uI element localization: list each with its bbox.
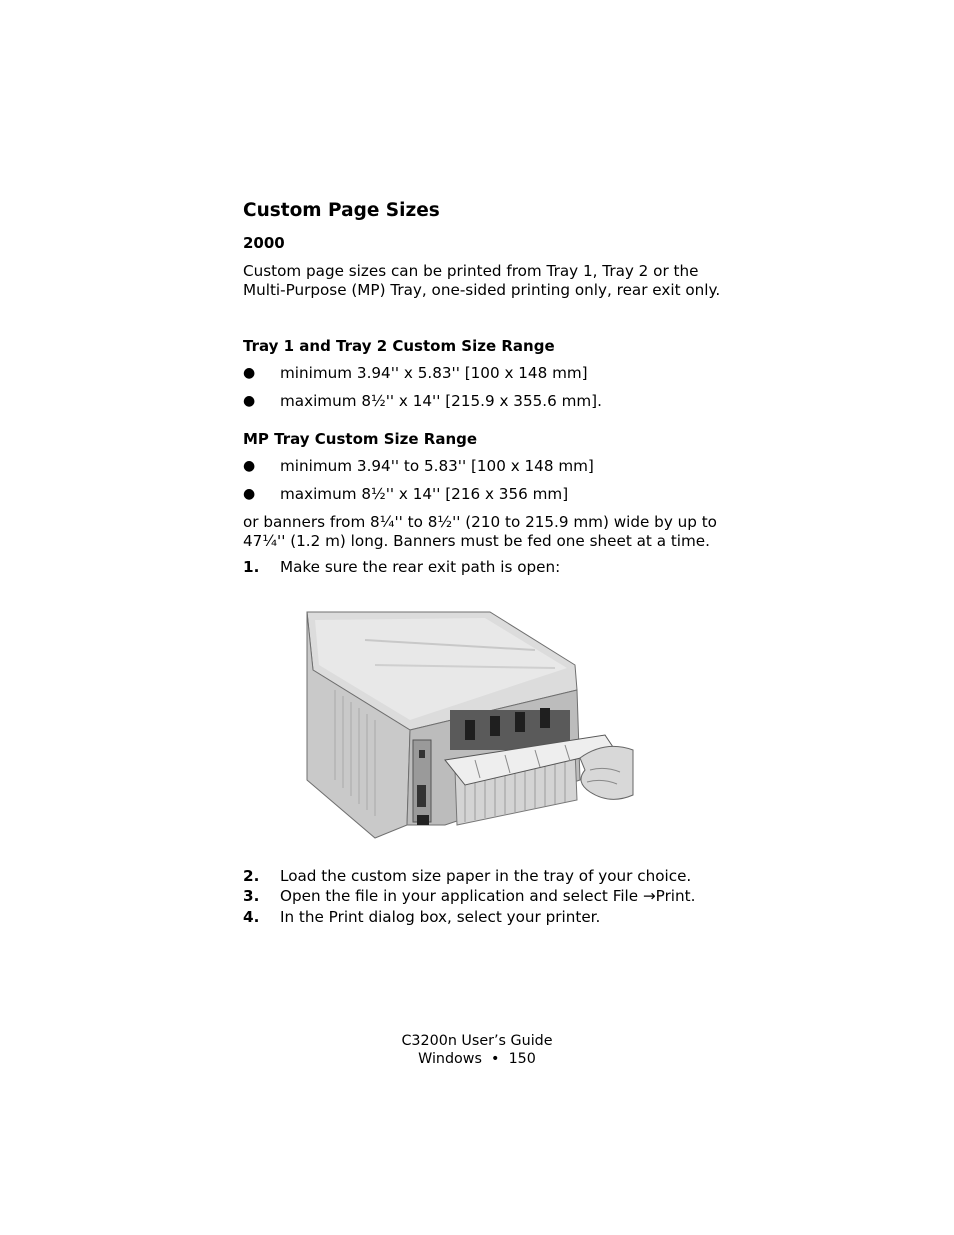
step-number: 3. (243, 887, 260, 905)
step-number: 4. (243, 908, 260, 926)
footer-page-number: 150 (508, 1051, 536, 1067)
footer-separator: • (491, 1051, 500, 1067)
step-number: 2. (243, 867, 260, 885)
list-item-text: minimum 3.94'' to 5.83'' [100 x 148 mm] (280, 457, 594, 475)
footer-guide-title: C3200n User’s Guide (401, 1033, 553, 1049)
printer-rear-exit-photo (305, 610, 635, 850)
list-item-text: minimum 3.94'' x 5.83'' [100 x 148 mm] (280, 364, 588, 382)
step-text: Load the custom size paper in the tray of your choice. (280, 867, 692, 885)
bullet-icon: ● (243, 486, 256, 502)
footer-section: Windows (418, 1051, 482, 1067)
bullet-icon: ● (243, 393, 256, 409)
bullet-icon: ● (243, 365, 256, 381)
section-title: Custom Page Sizes (243, 200, 440, 221)
intro-paragraph: Custom page sizes can be printed from Tray 1, Tray 2 or the Multi-Purpose (MP) Tray, one-sided printing only, rear exit only. (243, 262, 721, 299)
subsection-title: 2000 (243, 234, 285, 252)
step-text: Open the file in your application and select File →Print. (280, 887, 696, 905)
mp-range-heading: MP Tray Custom Size Range (243, 430, 478, 448)
bullet-icon: ● (243, 458, 256, 474)
step-text: In the Print dialog box, select your printer. (280, 908, 601, 926)
list-item-text: maximum 8½'' x 14'' [215.9 x 355.6 mm]. (280, 392, 602, 410)
tray-range-heading: Tray 1 and Tray 2 Custom Size Range (243, 337, 555, 355)
banner-paragraph: or banners from 8¼'' to 8½'' (210 to 215.9 mm) wide by up to 47¼'' (1.2 m) long. Banners must be fed one sheet at a time. (243, 513, 717, 550)
list-item-text: maximum 8½'' x 14'' [216 x 356 mm] (280, 485, 569, 503)
step-number: 1. (243, 558, 260, 576)
step-text: Make sure the rear exit path is open: (280, 558, 561, 576)
footer-page-info (0, 1050, 954, 1068)
